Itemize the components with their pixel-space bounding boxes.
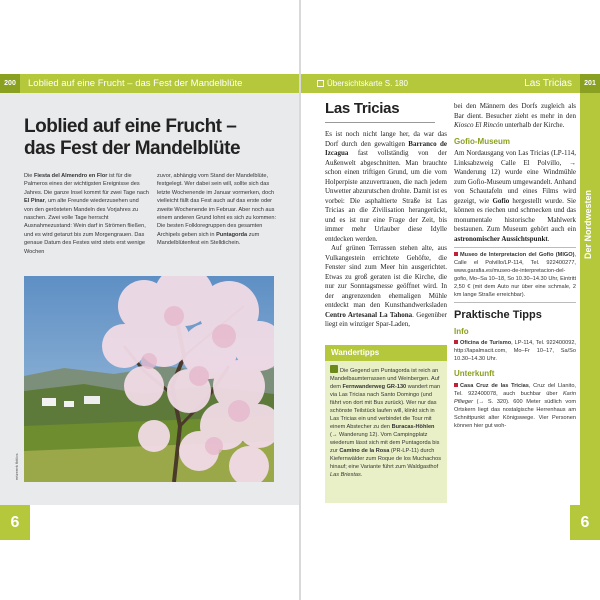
left-page-number: 200 [0,74,20,93]
right-page [301,0,600,600]
hiker-icon [330,365,338,373]
region-label: Der Nordwesten [583,189,593,259]
title-rule [325,122,435,123]
title-line-1: Loblied auf eine Frucht – [24,116,237,137]
map-reference: Übersichtskarte S. 180 [317,74,408,93]
left-header-bar [0,74,299,93]
paragraph: Am Nordausgang von Las Tricias (LP-114, Linksabzweig Calle El Polvillo, → Wanderung 12) wurde eine Windmühle zum Gofio-Museum umgewandelt. Anhand von Schautafeln und eines Films wird gezeigt, wie Gofio hergestellt wurde. Sie können es riechen und schmecken und das monumentale historische Mahlwerk bestaunen. Zum Museum gehört auch ein astronomischer Aussichtspunkt. [454,149,577,243]
info-heading: Info [454,326,469,336]
right-text-column-2 [454,102,576,433]
tourism-office-info: Oficina de Turismo, LP-114, Tel. 922400092, http://lapalmacit.com, Mo–Fr 10–17, Sa/So 10.30–14.30 Uhr. [454,340,576,362]
location-pin-icon [454,340,458,344]
left-text-column-1: Die Fiesta del Almendro en Flor ist für die Palmeros eines der wichtigsten Ereignisse des Jahres. Die ganze Insel kommt für zwei Tage nach El Pinar, um alte Freunde wiederzusehen und von den gerösteten Mandeln des Vorjahres zu naschen. Zwei volle Tage herrscht Ausnahmezustand: Wein darf in Strömen fließen, und es wird getanzt bis zum Morgengrauen. Das genaue Datum des Festes wird stets erst wenige Wochen [24,173,149,255]
checkbox-icon [317,80,324,87]
page-title [24,116,284,160]
wandertipps-text: Die Gegend um Puntagorda ist reich an Mandelbaumterrassen und Weinbergen. Auf dem Fernwanderweg GR-130 wandert man via Las Tricias nach Santo Domingo (und fährt von dort mit Bus zurück). Wer nur das schönste Teilstück laufen will, klinkt sich in Las Tricias ein und verbindet die Tour mit einem Abstecher zu den Buracas-Höhlen (→ Wanderung 12). Vom Campingplatz wiederum lässt sich mit dem Puntagorda bis zur Camino de la Rosa (PR-LP-11) durch Kiefernwälder zum Roque de los Muchachos hinauf; eine Variante führt zum Waldgasthof Las Briestas. [325,361,447,483]
location-pin-icon [454,383,458,387]
practical-tips-heading: Praktische Tipps [454,309,542,321]
left-bottom-number: 6 [0,505,30,540]
title-line-2: das Fest der Mandelblüte [24,138,241,159]
left-page [0,0,299,600]
paragraph: bei den Männern des Dorfs zugleich als Bar dient. Besucher zieht es mehr in den Kiosco El Rincón unterhalb der Kirche. [454,102,576,129]
right-bottom-number: 6 [570,505,600,540]
left-text-column-2: zuvor, abhängig vom Stand der Mandelblüte, festgelegt. Wer dabei sein will, sollte sich das letzte Wochenende im Januar vormerken, doch vielleicht fällt das Fest auch auf das erste oder zweite Wochenende im Februar. Aber noch aus einem anderen Grund lohnt es sich zu kommen: Die besten Folkloregruppen des gesamten Archipels geben sich in Puntagorda zum Mandelblütenfest ein Stelldichein. [157,173,277,247]
paragraph: Auf grünen Terrassen stehen alte, aus Vulkangestein errichtete Gehöfte, die Fenster sind zum Meer hin ausgerichtet. Etwas zu groß geraten ist die Kirche, die nur zur Sonntagsmesse geöffnet wird. In der angrenzenden ehemaligen Mühle entdeckt man den Kunsthandwerksladen Centro Artesanal La Tahona. Gegenüber liegt ein winziger Spar-Laden, [325,244,447,328]
gofio-heading: Gofio-Museum [454,136,510,146]
accommodation-heading: Unterkunft [454,369,495,378]
right-text-column-1 [325,130,447,330]
divider [454,302,576,303]
left-header-title: Loblied auf eine Frucht – das Fest der Mandelblüte [28,78,243,89]
paragraph: Es ist noch nicht lange her, da war das Dorf durch den gewaltigen Barranco de Izcagua fast vollständig von der Außenwelt abgeschnitten. Man brauchte schon einen triftigen Grund, um die vom Holperpiste anzuvertrauen, die nach jedem Unwetter abzurutschen drohte. Damit ist es vorbei: Die asphaltierte Straße ist Las Tricias an die Zivilisation herangerückt, und es ist nur eine Frage der Zeit, bis immer mehr Urlauber diese Idylle entdecken werden. [325,130,447,243]
side-region-strip [580,93,600,505]
right-page-number: 201 [580,74,600,93]
right-header-bar [301,74,600,93]
wandertipps-heading: Wandertipps [325,345,447,361]
photo-credit: ertzerrrk fbitIcs [14,453,19,480]
accommodation-info: Casa Cruz de las Tricias, Cruz del Llanito, Tel. 922400078, auch buchbar über Karin Pflieger (→ S. 320). 600 Meter südlich vom Ortskern liegt das nostalgische Herrenhaus am Schnittpunkt alter Königswege. Vier Personen können hier gut woh- [454,382,576,429]
museum-info: Museo de Interpretacion del Gofio (MIGO), Calle el Polvillo/LP-114, Tel. 922400277, www.garafia.es/museo-de-interpretacion-del-gofio, Mo–Sa 10–18, So 10.30–14.30 Uhr, Eintritt 2,50 € (mit dem Auto nur über eine schmale, 2 km lange Straße erreichbar). [454,252,576,298]
divider [454,247,576,248]
almond-blossom-photo [24,276,274,482]
location-pin-icon [454,252,458,256]
section-title: Las Tricias [325,100,400,117]
wandertipps-box [325,345,447,503]
right-header-title: Las Tricias [524,78,572,89]
